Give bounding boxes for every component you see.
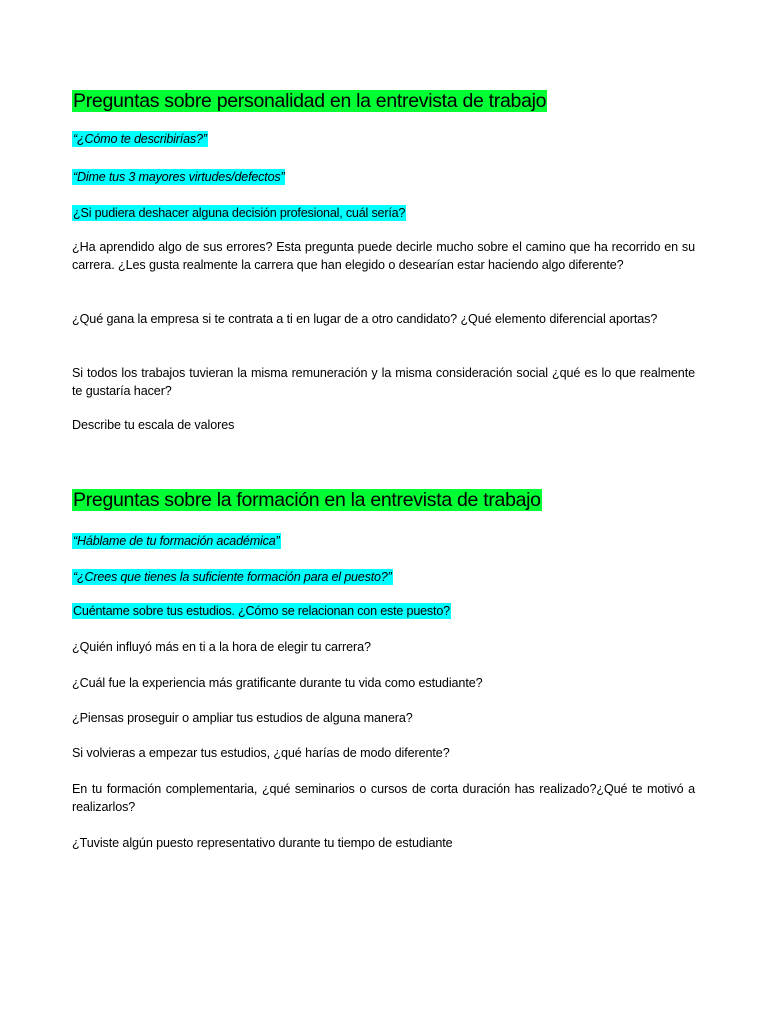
- paragraph: ¿Tuviste algún puesto representativo durante tu tiempo de estudiante: [72, 836, 453, 850]
- paragraph: Si todos los trabajos tuvieran la misma remuneración y la misma consideración social ¿qué es lo que realmente te gustaría hacer?: [72, 366, 695, 398]
- paragraph: ¿Quién influyó más en ti a la hora de elegir tu carrera?: [72, 640, 371, 654]
- highlighted-question: “¿Crees que tienes la suficiente formación para el puesto?”: [73, 570, 392, 584]
- paragraph: ¿Ha aprendido algo de sus errores? Esta pregunta puede decirle mucho sobre el camino que ha recorrido en su carrera. ¿Les gusta realmente la carrera que han elegido o desearían estar haciendo algo diferente?: [72, 240, 695, 272]
- paragraph: ¿Piensas proseguir o ampliar tus estudios de alguna manera?: [72, 711, 413, 725]
- highlighted-question: “Háblame de tu formación académica”: [73, 534, 280, 548]
- highlighted-question: Cuéntame sobre tus estudios. ¿Cómo se relacionan con este puesto?: [73, 604, 450, 618]
- section-heading: Preguntas sobre personalidad en la entrevista de trabajo: [73, 90, 547, 112]
- paragraph: ¿Cuál fue la experiencia más gratificante durante tu vida como estudiante?: [72, 676, 483, 690]
- paragraph: En tu formación complementaria, ¿qué seminarios o cursos de corta duración has realizado?¿Qué te motivó a realizarlos?: [72, 782, 695, 814]
- highlighted-question: “Dime tus 3 mayores virtudes/defectos”: [73, 170, 285, 184]
- paragraph: Si volvieras a empezar tus estudios, ¿qué harías de modo diferente?: [72, 746, 450, 760]
- highlighted-question: “¿Cómo te describirías?”: [73, 132, 207, 146]
- highlighted-question: ¿Si pudiera deshacer alguna decisión profesional, cuál sería?: [73, 206, 406, 220]
- paragraph: ¿Qué gana la empresa si te contrata a ti en lugar de a otro candidato? ¿Qué elemento diferencial aportas?: [72, 312, 658, 326]
- section-heading: Preguntas sobre la formación en la entrevista de trabajo: [73, 489, 541, 511]
- paragraph: Describe tu escala de valores: [72, 418, 235, 432]
